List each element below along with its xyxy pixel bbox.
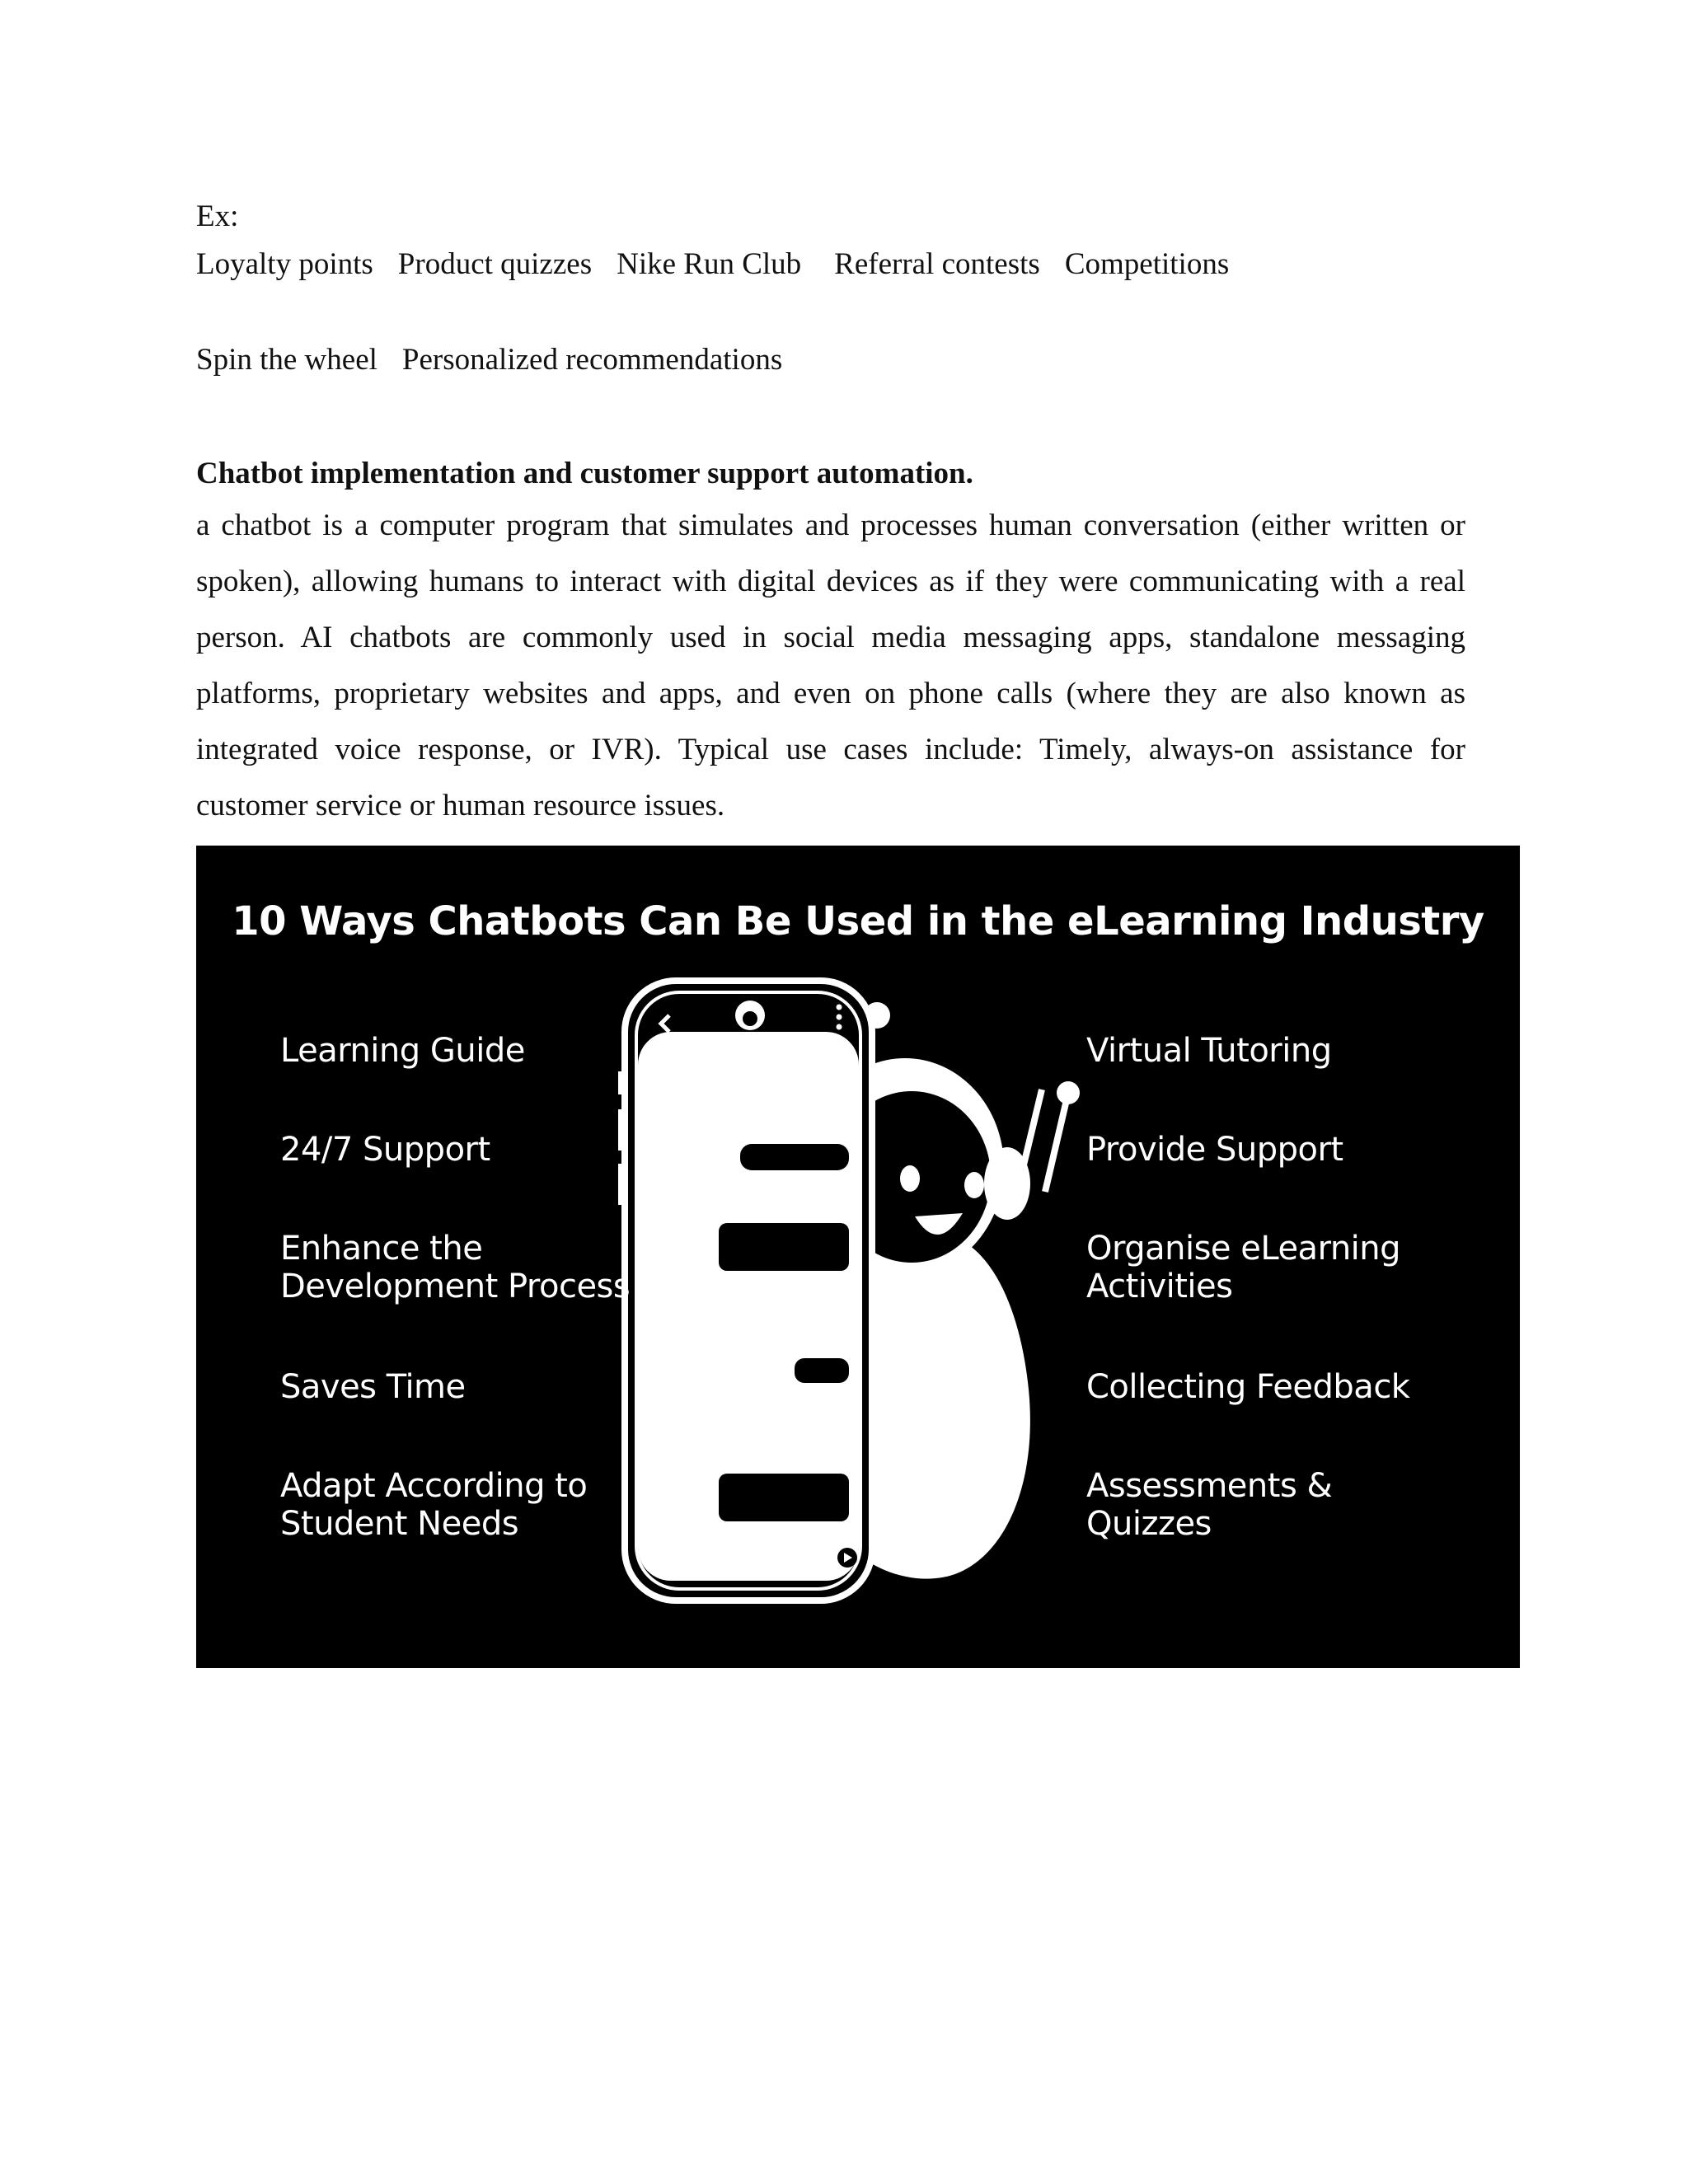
examples-row-1	[196, 246, 1229, 284]
way-item-right: Collecting Feedback	[1086, 1368, 1410, 1406]
way-item-left: Enhance the Development Process	[280, 1230, 631, 1305]
example-item: Nike Run Club	[617, 247, 802, 281]
menu-dots-icon	[837, 1005, 842, 1030]
way-item-right: Provide Support	[1086, 1131, 1343, 1169]
way-item-left: 24/7 Support	[280, 1131, 490, 1169]
way-item-left: Adapt According to Student Needs	[280, 1467, 588, 1543]
example-item: Personalized recommendations	[401, 343, 783, 377]
example-item: Spin the wheel	[196, 343, 377, 377]
figure-title: 10 Ways Chatbots Can Be Used in the eLearning Industry	[232, 898, 1484, 944]
way-item-right: Virtual Tutoring	[1086, 1032, 1332, 1070]
way-item-left: Saves Time	[280, 1368, 466, 1406]
way-item-left: Learning Guide	[280, 1032, 525, 1070]
section-heading: Chatbot implementation and customer support automation.	[196, 457, 973, 490]
example-item: Referral contests	[834, 247, 1040, 281]
examples-label: Ex:	[196, 199, 239, 233]
example-item: Product quizzes	[397, 247, 593, 281]
way-item-right: Organise eLearning Activities	[1086, 1230, 1401, 1305]
send-icon	[837, 1548, 857, 1568]
examples-row-2	[196, 341, 782, 379]
example-item: Competitions	[1064, 247, 1230, 281]
body-paragraph: a chatbot is a computer program that simulates and processes human conversation (either written or spoken), allowing humans to interact with digital devices as if they were communicating with a real person. AI chatbots are commonly used in social media messaging apps, standalone messaging platforms, proprietary websites and apps, and even on phone calls (where they are also known as integrated voice response, or IVR). Typical use cases include: Timely, always-on assistance for customer service or human resource issues.	[196, 509, 1465, 823]
way-item-right: Assessments & Quizzes	[1086, 1467, 1333, 1543]
example-item: Loyalty points	[196, 247, 373, 281]
chatbot-infographic	[196, 846, 1520, 1668]
smartphone-icon	[618, 981, 872, 1601]
